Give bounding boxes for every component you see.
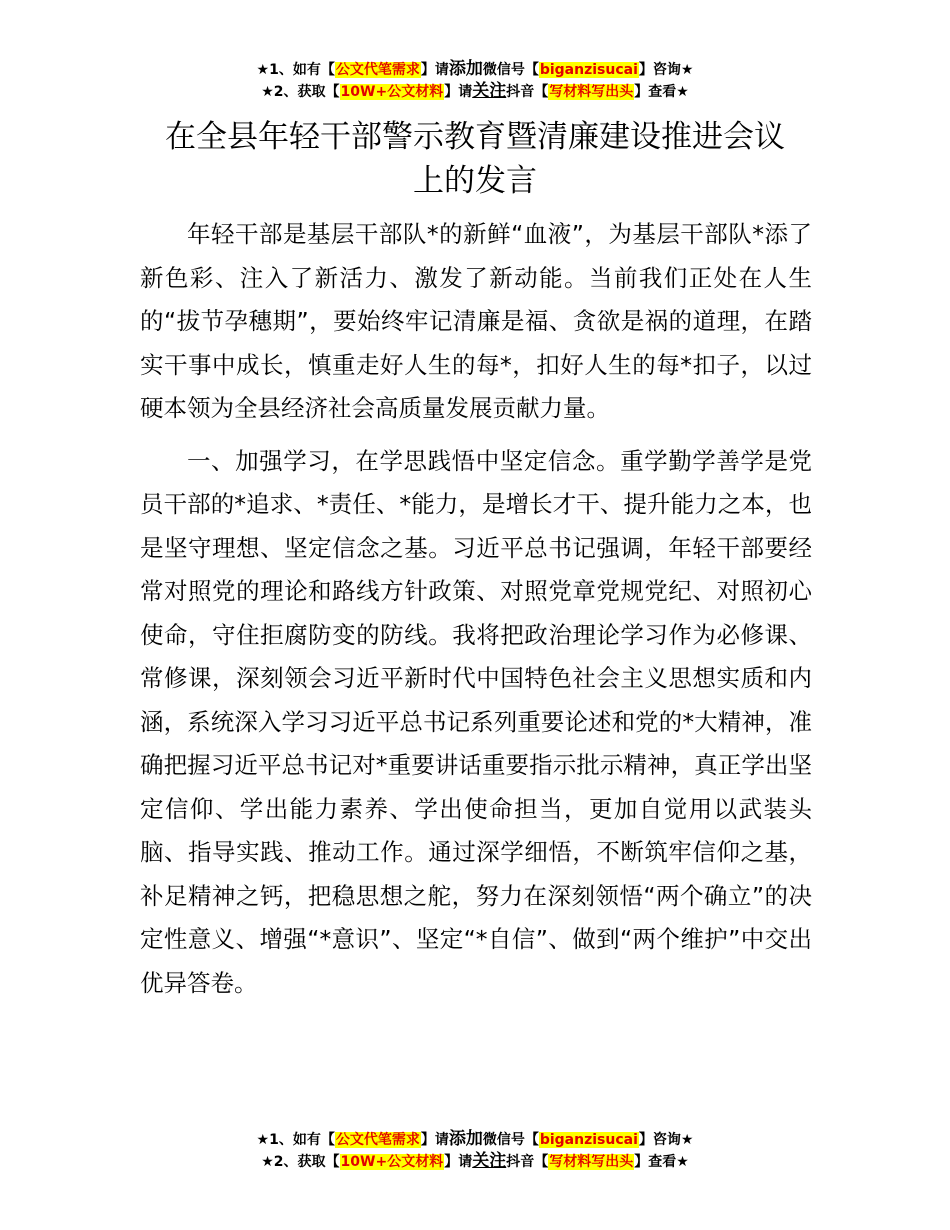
banner-text: 微信号【 [482, 62, 539, 78]
star-icon: ★ [256, 62, 270, 78]
paragraph-section-1: 一、加强学习，在学思践悟中坚定信念。重学勤学善学是党员干部的*追求、*责任、*能力，是增长才干、提升能力之本，也是坚守理想、坚定信念之基。习近平总书记强调，年轻干部要经常对照党的理论和路线方针政策、对照党章党规党纪、对照初心使命，守住拒腐防变的防线。我将把政治理论学习作为必修课、常修课，深刻领会习近平新时代中国特色社会主义思想实质和内涵，系统深入学习习近平总书记系列重要论述和党的*大精神，准确把握习近平总书记对*重要讲话重要指示批示精神，真正学出坚定信仰、学出能力素养、学出使命担当，更加自觉用以武装头脑、指导实践、推动工作。通过深学细悟，不断筑牢信仰之基，补足精神之钙，把稳思想之舵，努力在深刻领悟“两个确立”的决定性意义、增强“*意识”、坚定“*自信”、做到“两个维护”中交出优异答卷。 [140, 446, 812, 997]
document-title [100, 115, 850, 203]
banner-line-wechat [0, 1128, 950, 1150]
title-line: 在全县年轻干部警示教育暨清廉建设推进会议 [165, 119, 785, 155]
banner-text: 2、获取【 [273, 1154, 340, 1170]
banner-line-douyin [0, 1150, 950, 1172]
footer-banner [0, 1128, 950, 1172]
banner-text: 】请 [420, 62, 449, 78]
banner-text: 1、如有【 [269, 1132, 335, 1148]
star-icon: ★ [261, 1154, 274, 1170]
header-banner [0, 58, 950, 102]
paragraph-intro: 年轻干部是基层干部队*的新鲜“血液”，为基层干部队*添了新色彩、注入了新活力、激发了新动能。当前我们正处在人生的“拔节孕穗期”，要始终牢记清廉是福、贪欲是祸的道理，在踏实干事中成长，慎重走好人生的每*，扣好人生的每*扣子，以过硬本领为全县经济社会高质量发展贡献力量。 [140, 220, 812, 422]
banner-emphasis: 关注 [472, 81, 507, 101]
star-icon: ★ [676, 84, 689, 100]
title-line: 上的发言 [413, 163, 537, 199]
banner-emphasis: 关注 [472, 1151, 507, 1171]
document-body [140, 213, 812, 1005]
highlight-wechat-id: biganzisucai [539, 1132, 638, 1148]
banner-text: 1、如有【 [269, 62, 335, 78]
banner-line-douyin [0, 80, 950, 102]
banner-text: 】咨询 [638, 1132, 681, 1148]
highlight-service: 公文代笔需求 [335, 1132, 420, 1148]
highlight-douyin-account: 写材料写出头 [549, 1154, 634, 1170]
star-icon: ★ [256, 1132, 270, 1148]
banner-emphasis: 添加 [448, 59, 483, 79]
star-icon: ★ [261, 84, 274, 100]
star-icon: ★ [680, 62, 694, 78]
banner-text: 】查看 [634, 84, 677, 100]
star-icon: ★ [680, 1132, 694, 1148]
banner-text: 微信号【 [482, 1132, 539, 1148]
banner-text: 】请 [420, 1132, 449, 1148]
banner-text: 】请 [444, 1154, 473, 1170]
banner-text: 抖音【 [506, 84, 549, 100]
highlight-materials: 10W+公文材料 [340, 84, 444, 100]
highlight-materials: 10W+公文材料 [340, 1154, 444, 1170]
highlight-douyin-account: 写材料写出头 [549, 84, 634, 100]
banner-line-wechat [0, 58, 950, 80]
highlight-service: 公文代笔需求 [335, 62, 420, 78]
banner-text: 】请 [444, 84, 473, 100]
banner-emphasis: 添加 [448, 1129, 483, 1149]
highlight-wechat-id: biganzisucai [539, 62, 638, 78]
star-icon: ★ [676, 1154, 689, 1170]
banner-text: 】咨询 [638, 62, 681, 78]
banner-text: 2、获取【 [273, 84, 340, 100]
banner-text: 】查看 [634, 1154, 677, 1170]
banner-text: 抖音【 [506, 1154, 549, 1170]
